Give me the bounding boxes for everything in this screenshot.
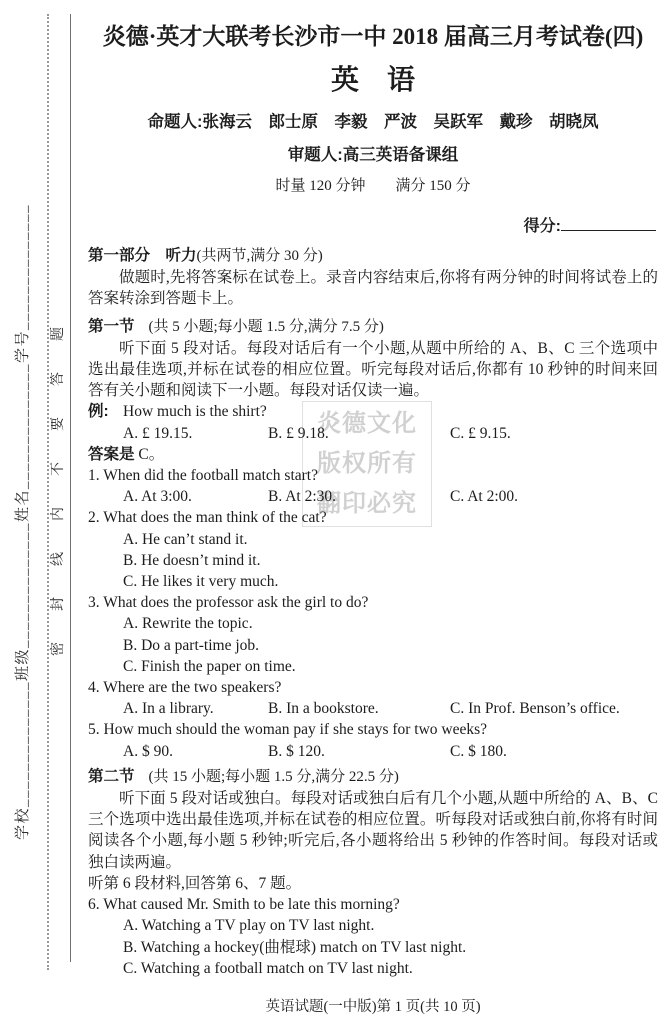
question-options <box>88 698 658 719</box>
exam-title: 炎德·英才大联考长沙市一中 2018 届高三月考试卷(四) <box>102 24 644 49</box>
section1-heading <box>88 316 658 338</box>
part1-heading-title: 第一部分 听力 <box>88 247 197 264</box>
example-question <box>88 401 658 422</box>
seal-notice-text: 密封线内不要答题 <box>51 296 66 656</box>
section2-heading-note: (共 15 小题;每小题 1.5 分,满分 22.5 分) <box>148 768 399 785</box>
option-b: B. Watching a hockey(曲棍球) match on TV last night. <box>123 938 467 956</box>
part1-intro: 做题时,先将答案标在试卷上。录音内容结束后,你将有两分钟的时间将试卷上的答案转涂到答题卡上。 <box>88 269 658 308</box>
option-a: A. £ 19.15. <box>123 424 193 442</box>
score-label: 得分: <box>523 218 561 235</box>
score-blank-line <box>561 213 656 231</box>
question-4 <box>88 677 658 719</box>
question-text: 2. What does the man think of the cat? <box>88 509 327 527</box>
option-b: B. £ 9.18. <box>268 424 329 442</box>
setters-line: 命题人:张海云 郎士原 李毅 严波 吴跃军 戴珍 胡晓凤 <box>147 113 599 131</box>
option-c: C. He likes it very much. <box>123 573 279 591</box>
exam-duration-score: 时量 120 分钟 满分 150 分 <box>275 178 471 194</box>
watermark-line: 版权所有 <box>317 450 417 477</box>
option-c: C. £ 9.15. <box>450 424 511 442</box>
example-options <box>88 423 658 444</box>
option-c: C. In Prof. Benson’s office. <box>450 700 620 718</box>
option-a: A. $ 90. <box>123 742 173 760</box>
option-a: A. At 3:00. <box>123 488 192 506</box>
page-footer: 英语试题(一中版)第 1 页(共 10 页) <box>265 999 481 1015</box>
question-2 <box>88 507 658 592</box>
option-a: A. Watching a TV play on TV last night. <box>123 917 375 935</box>
option-b: B. In a bookstore. <box>268 700 379 718</box>
question-text: 5. How much should the woman pay if she stays for two weeks? <box>88 721 488 739</box>
section2-instructions: 听下面 5 段对话或独白。每段对话或独白后有几个小题,从题中所给的 A、B、C 三个选项中选出最佳选项,并标在试卷的相应位置。听每段对话或独白前,你将有时间阅读各个小题,每小题 5 秒钟;听完后,各小题将给出 5 秒钟的作答时间。每段对话或独白读两遍。 <box>88 790 658 871</box>
example-answer <box>88 444 658 465</box>
example-answer-value: C。 <box>134 445 165 463</box>
watermark-line: 炎德文化 <box>317 410 417 437</box>
example-question-text: How much is the shirt? <box>123 403 267 421</box>
score-row <box>88 213 658 239</box>
section1-heading-note: (共 5 小题;每小题 1.5 分,满分 7.5 分) <box>148 318 384 335</box>
example-label: 例: <box>88 403 109 421</box>
subject-title: 英 语 <box>330 64 415 95</box>
student-info-fields: 学校______________班级______________姓名______________学号______________ <box>15 203 31 840</box>
option-b: B. He doesn’t mind it. <box>123 551 261 569</box>
question-5 <box>88 719 658 761</box>
question-3 <box>88 592 658 677</box>
option-c: C. Finish the paper on time. <box>123 657 296 675</box>
watermark-line: 翻印必究 <box>317 490 417 517</box>
section2-material-note: 听第 6 段材料,回答第 6、7 题。 <box>88 874 302 892</box>
section1-instructions: 听下面 5 段对话。每段对话后有一个小题,从题中所给的 A、B、C 三个选项中选出最佳选项,并标在试卷的相应位置。听完每段对话后,你都有 10 秒钟的时间来回答有关小题和阅读下一小题。每段对话仅读一遍。 <box>88 339 658 400</box>
section2-heading-title: 第二节 <box>88 767 135 785</box>
question-options <box>88 741 658 762</box>
option-a: A. Rewrite the topic. <box>123 615 253 633</box>
question-1 <box>88 465 658 507</box>
exam-content <box>88 14 658 979</box>
question-text: 4. Where are the two speakers? <box>88 679 282 697</box>
question-text: 3. What does the professor ask the girl to do? <box>88 594 369 612</box>
part1-heading <box>88 245 658 267</box>
section2-heading <box>88 766 658 788</box>
option-b: B. At 2:30. <box>268 488 337 506</box>
option-a: A. He can’t stand it. <box>123 530 248 548</box>
reviewers-line: 审题人:高三英语备课组 <box>287 146 459 164</box>
question-text: 6. What caused Mr. Smith to be late this morning? <box>88 896 400 914</box>
option-b: B. Do a part-time job. <box>123 636 260 654</box>
option-a: A. In a library. <box>123 700 214 718</box>
part1-heading-note: (共两节,满分 30 分) <box>196 248 323 264</box>
option-b: B. $ 120. <box>268 742 325 760</box>
example-answer-label: 答案是 <box>88 445 135 463</box>
question-text: 1. When did the football match start? <box>88 467 318 485</box>
question-options <box>88 486 658 507</box>
option-c: C. At 2:00. <box>450 488 519 506</box>
section1-heading-title: 第一节 <box>88 317 135 335</box>
option-c: C. Watching a football match on TV last night. <box>123 959 413 977</box>
content-border-line <box>70 14 71 962</box>
option-c: C. $ 180. <box>450 742 507 760</box>
question-6 <box>88 894 658 979</box>
